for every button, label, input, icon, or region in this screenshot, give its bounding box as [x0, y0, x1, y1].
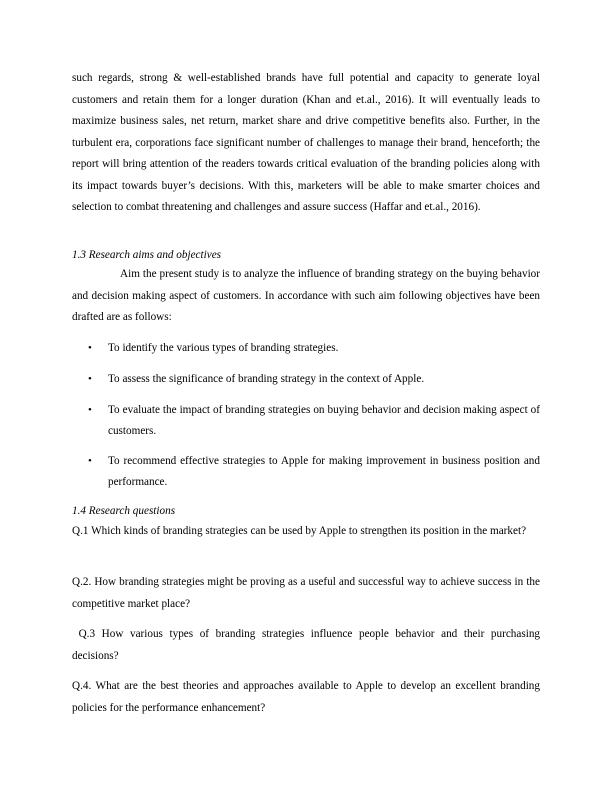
research-question-2: Q.2. How branding strategies might be proving as a useful and successful way to achieve success in the competitive market place?	[72, 576, 543, 610]
research-question-3: Q.3 How various types of branding strategies influence people behavior and their purchasing decisions?	[72, 628, 543, 662]
bullet-icon: •	[88, 455, 92, 467]
section-heading-research-aims: 1.3 Research aims and objectives	[72, 249, 222, 261]
aims-paragraph: Aim the present study is to analyze the influence of branding strategy on the buying behavior and decision making aspect of customers. In accordance with such aim following objectives have been drafted are as follows:	[72, 268, 540, 323]
research-question-1: Q.1 Which kinds of branding strategies can be used by Apple to strengthen its position in the market?	[72, 525, 527, 537]
intro-paragraph: such regards, strong & well-established brands have full potential and capacity to generate loyal customers and retain them for a longer duration (Khan and et.al., 2016). It will eventually leads to maximize business sales, net return, market share and drive competitive benefits also. Further, in the turbulent era, corporations face significant number of challenges to manage their brand, henceforth; the report will bring attention of the readers towards critical evaluation of the branding policies along with its impact towards buyer’s decisions. With this, marketers will be able to make smarter choices and selection to combat threatening and challenges and assure success (Haffar and et.al., 2016).	[72, 72, 540, 213]
bullet-icon: •	[88, 342, 92, 354]
section-heading-research-questions: 1.4 Research questions	[72, 505, 176, 517]
research-question-4: Q.4. What are the best theories and approaches available to Apple to develop an excellent branding policies for the performance enhancement?	[72, 680, 543, 714]
objective-text: To recommend effective strategies to Apple for making improvement in business position and performance.	[108, 455, 540, 488]
objective-text: To evaluate the impact of branding strategies on buying behavior and decision making aspect of customers.	[108, 404, 540, 437]
bullet-icon: •	[88, 404, 92, 416]
objective-text: To assess the significance of branding strategy in the context of Apple.	[108, 373, 425, 385]
bullet-icon: •	[88, 373, 92, 385]
objective-text: To identify the various types of branding strategies.	[108, 342, 339, 354]
